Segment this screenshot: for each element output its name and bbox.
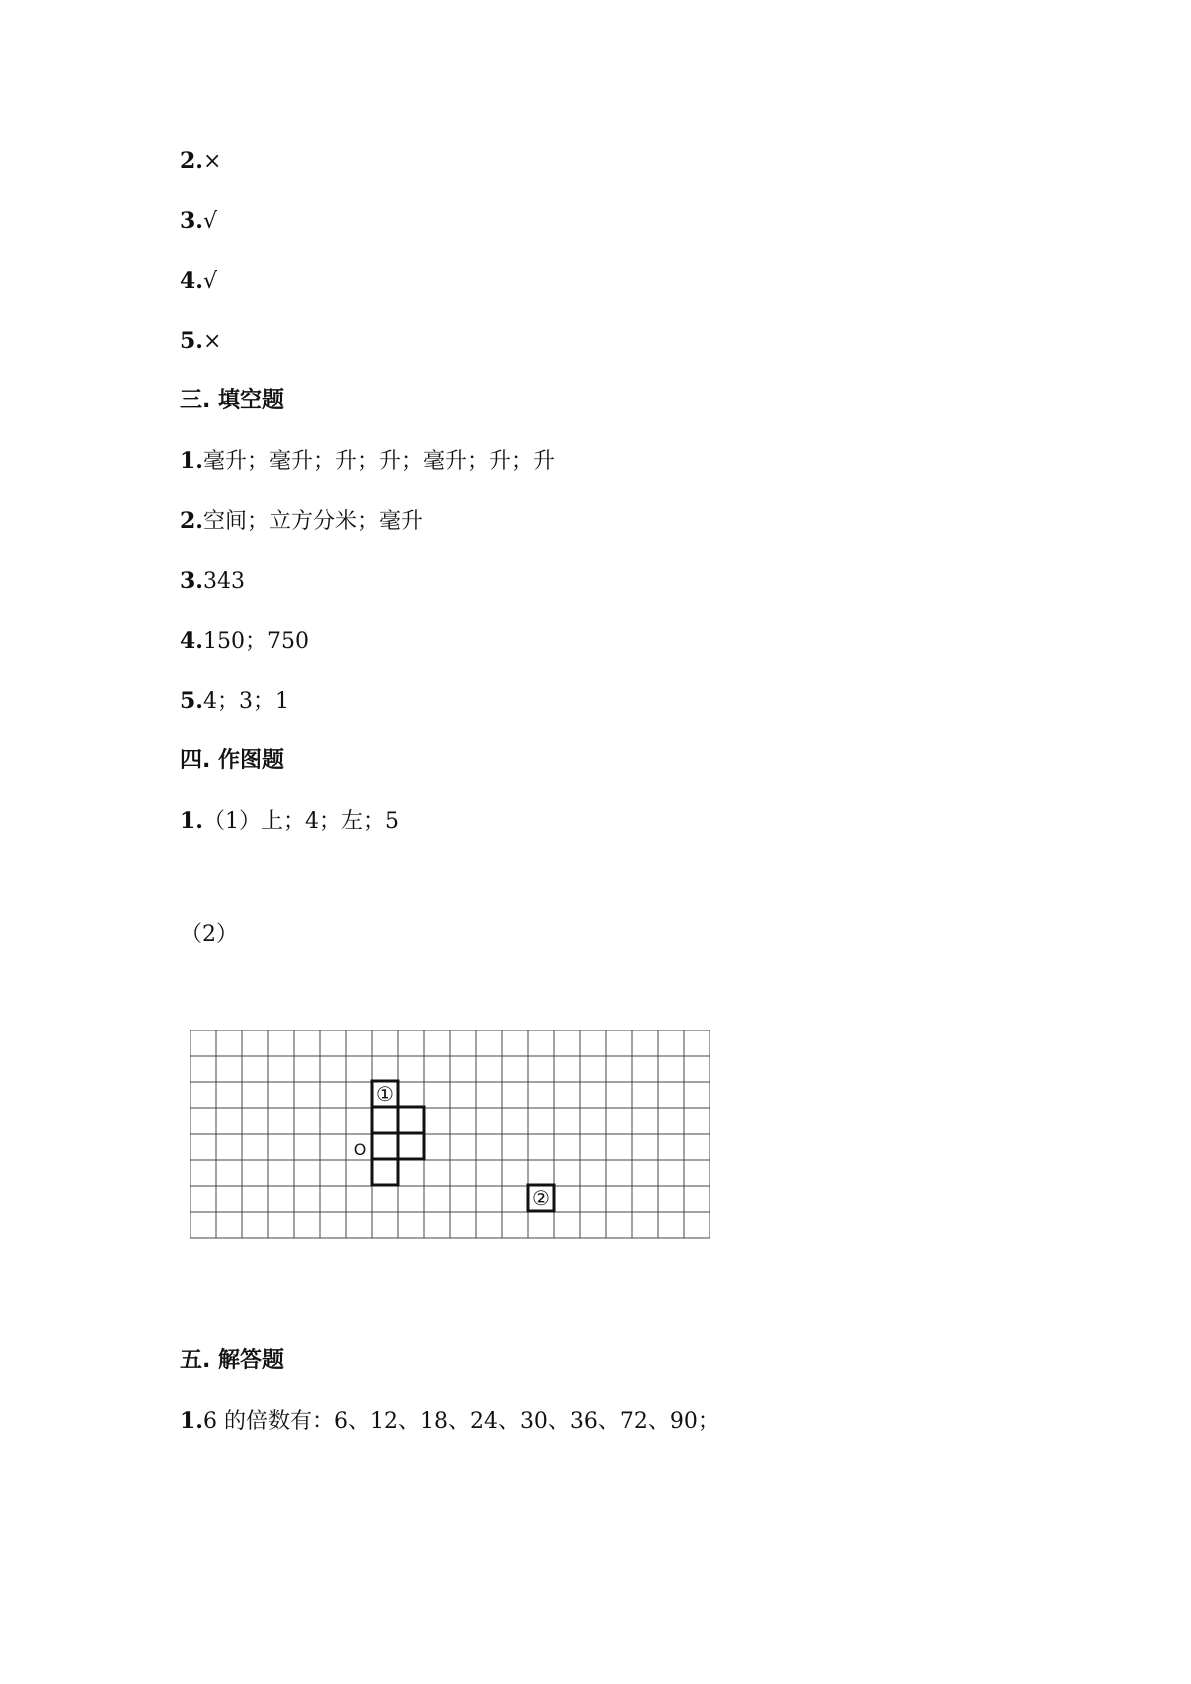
answer-text: 150；750 bbox=[202, 629, 309, 654]
answer-number: 3. bbox=[180, 208, 203, 234]
grid-figure bbox=[190, 1030, 710, 1242]
fill-answer-2 bbox=[180, 506, 423, 537]
answer-number: 1. bbox=[180, 448, 203, 474]
answer-mark: √ bbox=[202, 209, 217, 234]
origin-label: O bbox=[353, 1140, 367, 1159]
shape-1-cell bbox=[372, 1133, 398, 1159]
answer-number: 1. bbox=[180, 1408, 203, 1434]
fill-answer-3 bbox=[180, 566, 245, 597]
answer-mark: √ bbox=[202, 269, 217, 294]
answer-number: 4. bbox=[180, 628, 203, 654]
solution-answer-1 bbox=[180, 1406, 720, 1437]
judgment-answer-5 bbox=[180, 326, 221, 357]
answer-text: 343 bbox=[202, 569, 245, 594]
fill-answer-5 bbox=[180, 686, 289, 717]
section-4-heading: 四. 作图题 bbox=[180, 748, 285, 773]
judgment-answer-2 bbox=[180, 146, 221, 177]
fill-answer-1 bbox=[180, 446, 555, 477]
shape-1-cell bbox=[398, 1107, 424, 1133]
section-5-heading: 五. 解答题 bbox=[180, 1348, 285, 1373]
judgment-answer-4 bbox=[180, 266, 217, 297]
answer-text: 毫升；毫升；升；升；毫升；升；升 bbox=[202, 449, 555, 474]
answer-number: 2. bbox=[180, 148, 203, 174]
answer-text: 4；3；1 bbox=[202, 689, 289, 714]
answer-number: 5. bbox=[180, 688, 203, 714]
answer-number: 2. bbox=[180, 508, 203, 534]
section-3-heading: 三. 填空题 bbox=[180, 388, 285, 413]
shape-1-cell bbox=[372, 1107, 398, 1133]
answer-number: 4. bbox=[180, 268, 203, 294]
grid-svg bbox=[190, 1030, 710, 1242]
drawing-answer-1 bbox=[180, 806, 399, 837]
answer-number: 1. bbox=[180, 808, 203, 834]
shape-1-cell bbox=[398, 1133, 424, 1159]
answer-text: 空间；立方分米；毫升 bbox=[202, 509, 423, 534]
grid-lines bbox=[190, 1030, 710, 1238]
shape-2-marker: ② bbox=[532, 1186, 550, 1210]
shape-1-marker: ① bbox=[376, 1082, 394, 1106]
answer-text: （1）上；4；左；5 bbox=[202, 809, 399, 834]
judgment-answer-3 bbox=[180, 206, 217, 237]
answer-mark: × bbox=[202, 329, 222, 354]
fill-answer-4 bbox=[180, 626, 309, 657]
answer-number: 3. bbox=[180, 568, 203, 594]
answer-number: 5. bbox=[180, 328, 203, 354]
shape-1-cell bbox=[372, 1159, 398, 1185]
answer-mark: × bbox=[202, 149, 222, 174]
answer-text: 6 的倍数有：6、12、18、24、30、36、72、90； bbox=[202, 1409, 720, 1434]
drawing-part-2-label: （2） bbox=[180, 922, 238, 947]
